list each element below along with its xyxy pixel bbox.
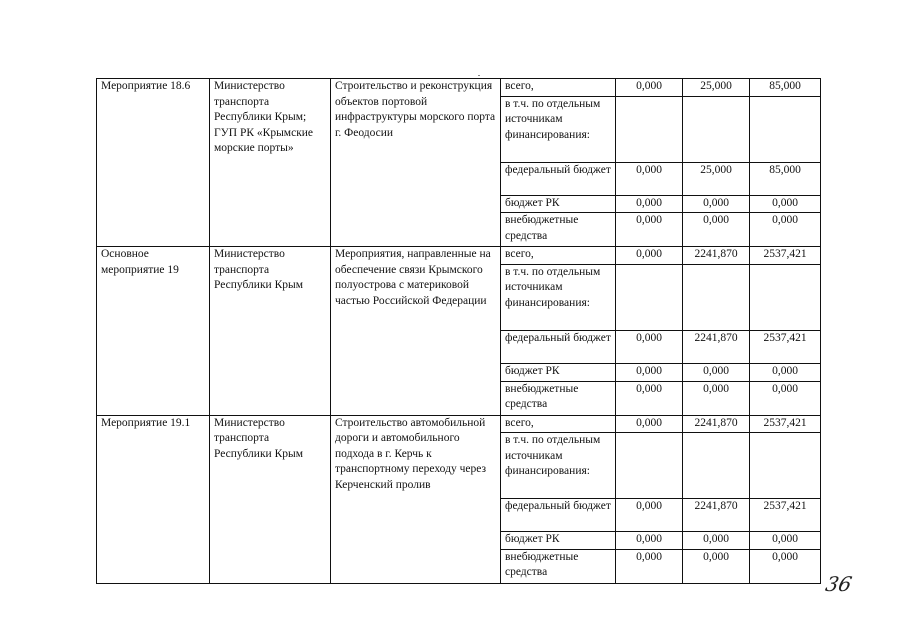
source-label-cell: бюджет РК: [501, 532, 616, 550]
source-label-cell: всего,: [501, 415, 616, 433]
description-cell: Мероприятия, направленные на обеспечение связи Крымского полуострова с материковой частью Российской Федерации: [331, 247, 501, 415]
amount-cell-3: 0,000: [750, 549, 821, 583]
measure-name-cell: Мероприятие 18.6: [97, 79, 210, 247]
amount-cell-3: 0,000: [750, 213, 821, 247]
source-label-cell: в т.ч. по отдельным источникам финансирования:: [501, 96, 616, 162]
source-label-cell: бюджет РК: [501, 363, 616, 381]
amount-cell-2: 2241,870: [683, 330, 750, 363]
amount-cell-1: 0,000: [616, 79, 683, 97]
executor-cell: Министерство транспорта Республики Крым: [210, 415, 331, 583]
table-body: [97, 79, 821, 584]
source-label-cell: федеральный бюджет: [501, 330, 616, 363]
amount-cell-1: 0,000: [616, 532, 683, 550]
measure-name-cell: Основное мероприятие 19: [97, 247, 210, 415]
amount-cell-1: 0,000: [616, 381, 683, 415]
amount-cell-3: 85,000: [750, 79, 821, 97]
amount-cell-2: [683, 96, 750, 162]
page-number: 36: [823, 572, 855, 596]
amount-cell-2: 2241,870: [683, 499, 750, 532]
executor-cell: Министерство транспорта Республики Крым; ГУП РК «Крымские морские порты»: [210, 79, 331, 247]
source-label-cell: федеральный бюджет: [501, 162, 616, 195]
amount-cell-3: 85,000: [750, 162, 821, 195]
amount-cell-1: [616, 264, 683, 330]
source-label-cell: в т.ч. по отдельным источникам финансирования:: [501, 433, 616, 499]
amount-cell-1: 0,000: [616, 162, 683, 195]
source-label-cell: всего,: [501, 247, 616, 265]
source-label-cell: бюджет РК: [501, 195, 616, 213]
amount-cell-2: 0,000: [683, 195, 750, 213]
amount-cell-3: 0,000: [750, 532, 821, 550]
amount-cell-1: 0,000: [616, 363, 683, 381]
financing-table: [96, 78, 821, 584]
amount-cell-3: 2537,421: [750, 330, 821, 363]
amount-cell-2: [683, 433, 750, 499]
scan-dot: [478, 75, 480, 76]
amount-cell-2: 0,000: [683, 532, 750, 550]
source-label-cell: внебюджетные средства: [501, 549, 616, 583]
description-cell: Строительство автомобильной дороги и автомобильного подхода в г. Керчь к транспортному переходу через Керченский пролив: [331, 415, 501, 583]
amount-cell-3: 0,000: [750, 381, 821, 415]
source-label-cell: федеральный бюджет: [501, 499, 616, 532]
amount-cell-3: [750, 96, 821, 162]
table-row: [97, 415, 821, 433]
amount-cell-2: 2241,870: [683, 247, 750, 265]
amount-cell-2: 0,000: [683, 213, 750, 247]
source-label-cell: внебюджетные средства: [501, 381, 616, 415]
description-cell: Строительство и реконструкция объектов портовой инфраструктуры морского порта г. Феодосии: [331, 79, 501, 247]
amount-cell-1: 0,000: [616, 330, 683, 363]
amount-cell-2: [683, 264, 750, 330]
amount-cell-2: 0,000: [683, 549, 750, 583]
amount-cell-1: 0,000: [616, 549, 683, 583]
amount-cell-1: [616, 96, 683, 162]
amount-cell-3: [750, 433, 821, 499]
amount-cell-3: 0,000: [750, 363, 821, 381]
amount-cell-2: 25,000: [683, 79, 750, 97]
source-label-cell: внебюджетные средства: [501, 213, 616, 247]
source-label-cell: всего,: [501, 79, 616, 97]
amount-cell-1: [616, 433, 683, 499]
table-row: [97, 247, 821, 265]
amount-cell-3: 2537,421: [750, 247, 821, 265]
amount-cell-3: 2537,421: [750, 499, 821, 532]
amount-cell-3: 2537,421: [750, 415, 821, 433]
amount-cell-1: 0,000: [616, 195, 683, 213]
amount-cell-1: 0,000: [616, 213, 683, 247]
table-row: [97, 79, 821, 97]
amount-cell-1: 0,000: [616, 499, 683, 532]
amount-cell-3: [750, 264, 821, 330]
source-label-cell: в т.ч. по отдельным источникам финансирования:: [501, 264, 616, 330]
measure-name-cell: Мероприятие 19.1: [97, 415, 210, 583]
executor-cell: Министерство транспорта Республики Крым: [210, 247, 331, 415]
amount-cell-3: 0,000: [750, 195, 821, 213]
amount-cell-2: 2241,870: [683, 415, 750, 433]
amount-cell-2: 25,000: [683, 162, 750, 195]
amount-cell-1: 0,000: [616, 415, 683, 433]
amount-cell-1: 0,000: [616, 247, 683, 265]
amount-cell-2: 0,000: [683, 363, 750, 381]
amount-cell-2: 0,000: [683, 381, 750, 415]
